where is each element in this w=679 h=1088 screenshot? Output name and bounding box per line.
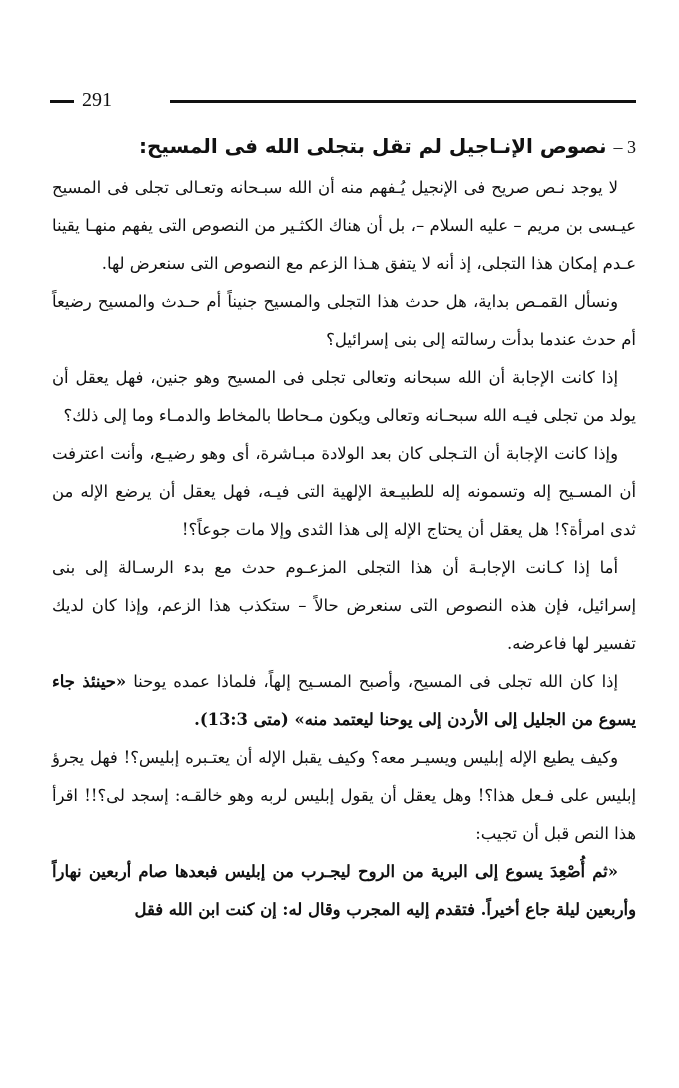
paragraph-5: أما إذا كـانت الإجابـة أن هذا التجلى المزعـوم حدث مع بدء الرسـالة إلى بنى إسرائيل، فإن هذه النصوص التى سنعرض حالاً – ستكذب هذا الزعم، وإذا كان لديك تفسير لها فاعرضه. [52,558,636,653]
paragraph-2: ونسأل القمـص بداية، هل حدث هذا التجلى والمسيح جنيناً أم حـدث والمسيح رضيعاً أم حدث عندما بدأت رسالته إلى بنى إسرائيل؟ [52,292,636,349]
section-number: 3 – [613,137,636,157]
paragraph-6-text: إذا كان الله تجلى فى المسيح، وأصبح المسـيح إلهاً، فلماذا عمده يوحنا [126,672,618,691]
section-title: نصوص الإنـاجيل لم تقل بتجلى الله فى المسيح: [138,134,607,158]
paragraph-7: وكيف يطيع الإله إبليس ويسيـر معه؟ وكيف يقبل الإله أن يعتـبره إبليس؟! فهل يجرؤ إبليس على فـعل هذا؟! وهل يعقل أن يقول إبليس لربه وهو خالقـه: إسجد لى؟!! اقرأ هذا النص قبل أن تجيب: [52,748,636,843]
page-number: 291 [82,89,112,111]
page-header [50,88,636,112]
paragraph-6 [52,663,636,739]
paragraph-4: وإذا كانت الإجابة أن التـجلى كان بعد الولادة مبـاشرة، أى وهو رضيـع، وأنت اعترفت أن المسـيح إله وتسمونه إله للطبيـعة الإلهية التى فيـه، فهل يعقل أن يرضع الإله من ثدى امرأة؟! هل يعقل أن يحتاج الإله إلى هذا الثدى وإلا مات جوعاً؟! [52,444,636,539]
header-rule-right [170,100,636,103]
paragraph-3: إذا كانت الإجابة أن الله سبحانه وتعالى تجلى فى المسيح وهو جنين، فهل يعقل أن يولد من تجلى فيـه الله سبحـانه وتعالى ويكون مـحاطا بالمخاط والدمـاء وما إلى ذلك؟ [52,368,636,425]
header-rule-left [50,100,74,103]
section-heading [52,128,636,165]
scripture-quote-matthew: «حينئذ جاء يسوع من الجليل إلى الأردن إلى يوحنا ليعتمد منه» (متى 13:3). [52,672,636,729]
paragraph-1: لا يوجد نـص صريح فى الإنجيل يُـفهم منه أن الله سبـحانه وتعـالى تجلى فى المسيح عيـسى بن مريم – عليه السلام –، بل أن هناك الكثـير من النصوص التى يفهم منهـا يقينا عـدم إمكان هذا التجلى، إذ أنه لا يتفق هـذا الزعم مع النصوص التى سنعرض لها. [52,178,636,273]
scripture-quote-temptation: «ثم أُصْعِدَ يسوع إلى البرية من الروح ليجـرب من إبليس فبعدها صام أربعين نهاراً وأربعين ليلة جاع أخيراً. فتقدم إليه المجرب وقال له: إن كنت ابن الله فقل [52,862,636,919]
page-body [52,128,636,929]
